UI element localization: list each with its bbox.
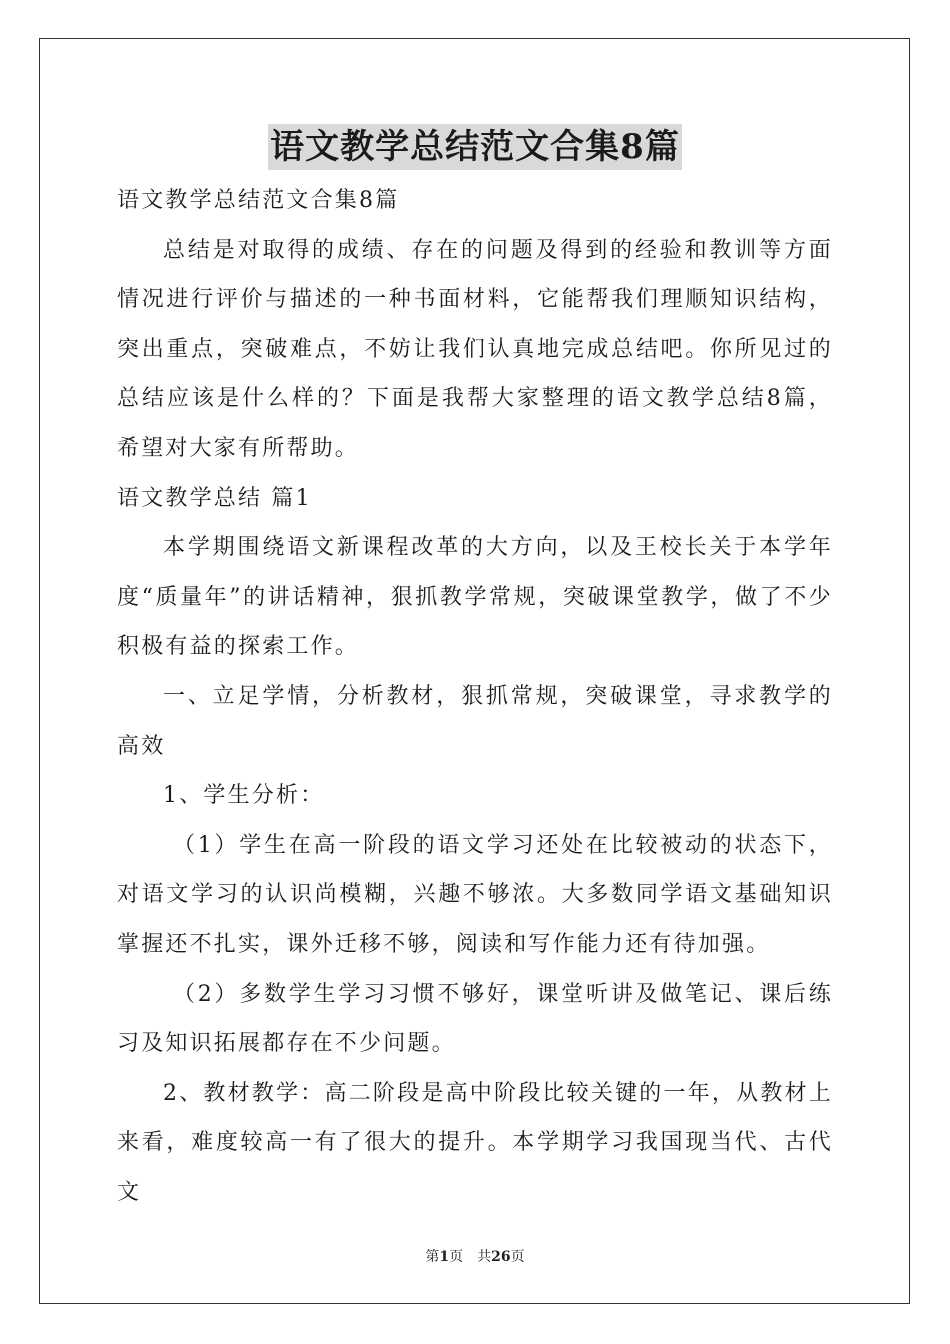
title-wrap [0, 124, 950, 170]
footer-prefix: 第 [425, 1249, 440, 1265]
paragraph: （1）学生在高一阶段的语文学习还处在比较被动的状态下，对语文学习的认识尚模糊，兴趣不够浓。大多数同学语文基础知识掌握还不扎实，课外迁移不够，阅读和写作能力还有待加强。 [117, 832, 833, 957]
total-page-count: 26 [491, 1249, 511, 1265]
paragraph: 本学期围绕语文新课程改革的大方向，以及王校长关于本学年度“质量年”的讲话精神，狠抓教学常规，突破课堂教学，做了不少积极有益的探索工作。 [117, 535, 833, 660]
footer-suffix: 页 [510, 1249, 525, 1265]
document-subtitle: 语文教学总结范文合集8篇 [117, 188, 400, 213]
page-footer [0, 1246, 950, 1266]
document-title: 语文教学总结范文合集8篇 [268, 124, 682, 170]
footer-mid: 页 共 [449, 1249, 492, 1265]
paragraph: 1、学生分析： [163, 783, 325, 809]
section-heading: 语文教学总结 篇1 [117, 485, 312, 511]
paragraph: （2）多数学生学习习惯不够好，课堂听讲及做笔记、课后练习及知识拓展都存在不少问题。 [117, 981, 833, 1057]
document-body [117, 176, 833, 1217]
paragraph: 2、教材教学：高二阶段是高中阶段比较关键的一年，从教材上来看，难度较高一有了很大的提升。本学期学习我国现当代、古代文 [117, 1080, 833, 1205]
current-page-number: 1 [439, 1249, 450, 1265]
intro-paragraph: 总结是对取得的成绩、存在的问题及得到的经验和教训等方面情况进行评价与描述的一种书面材料，它能帮我们理顺知识结构，突出重点，突破难点，不妨让我们认真地完成总结吧。你所见过的总结应该是什么样的？下面是我帮大家整理的语文教学总结8篇，希望对大家有所帮助。 [117, 237, 833, 461]
paragraph: 一、立足学情，分析教材，狠抓常规，突破课堂，寻求教学的高效 [117, 683, 833, 759]
